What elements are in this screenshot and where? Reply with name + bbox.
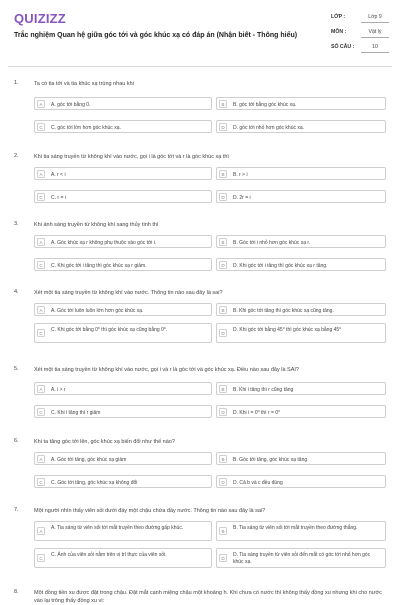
option-text: D. Tia sáng truyền từ viên sỏi đến mắt có góc tới nhỏ hơn góc khúc xạ. xyxy=(233,552,371,565)
option-letter: A xyxy=(37,306,45,314)
option-a[interactable] xyxy=(34,521,212,541)
question-number: 7. xyxy=(14,507,19,513)
option-b[interactable] xyxy=(216,167,386,180)
meta-label: LỚP : xyxy=(331,14,346,20)
option-letter: C xyxy=(37,261,45,269)
question-5 xyxy=(0,360,400,432)
option-text: C. r = i xyxy=(51,194,66,201)
option-letter: D xyxy=(219,123,227,131)
question-text: Khi ánh sáng truyền từ không khí sang thủy tinh thì xyxy=(34,222,159,228)
meta-label: MÔN : xyxy=(331,29,347,35)
option-text: B. Góc tới tăng, góc khúc xạ tăng xyxy=(233,456,308,463)
option-c[interactable] xyxy=(34,120,212,133)
meta-row-subject xyxy=(331,27,389,42)
option-letter: C xyxy=(37,554,45,562)
question-1 xyxy=(0,74,400,147)
option-letter: A xyxy=(37,100,45,108)
option-letter: D xyxy=(219,478,227,486)
header-divider xyxy=(8,66,392,67)
option-letter: C xyxy=(37,123,45,131)
option-letter: A xyxy=(37,455,45,463)
option-text: D. Khi i = 0⁰ thì r = 0⁰ xyxy=(233,409,281,416)
option-letter: B xyxy=(219,455,227,463)
question-text: Khi ta tăng góc tới lên, góc khúc xạ biến đổi như thế nào? xyxy=(34,439,175,445)
option-b[interactable] xyxy=(216,97,386,110)
worksheet-meta xyxy=(331,12,389,57)
question-8 xyxy=(0,583,400,604)
question-text: Một người nhìn thấy viên sỏi dưới đáy một chậu chứa đầy nước. Thông tin nào sau đây là sai? xyxy=(34,508,266,514)
option-text: D. Khi góc tới i tăng thì góc khúc xạ r tăng. xyxy=(233,262,328,269)
option-text: B. r > i xyxy=(233,171,248,178)
option-a[interactable] xyxy=(34,97,212,110)
meta-value: Vật lý xyxy=(361,29,389,38)
question-number: 2. xyxy=(14,153,19,159)
option-letter: A xyxy=(37,238,45,246)
meta-value: Lớp 9 xyxy=(361,14,389,23)
question-text: Xét một tia sáng truyền từ không khí vào nước, gọi i và r là góc tới và góc khúc xạ. Điều nào sau đây là SAI? xyxy=(34,367,299,373)
question-text: Ta có tia tới và tia khúc xạ trùng nhau khi xyxy=(34,81,134,87)
option-d[interactable] xyxy=(216,120,386,133)
question-number: 3. xyxy=(14,221,19,227)
option-text: B. Khi i tăng thì r cũng tăng xyxy=(233,386,294,393)
option-text: B. Góc tới i nhỏ hơn góc khúc xạ r. xyxy=(233,239,311,246)
question-7 xyxy=(0,501,400,583)
meta-label: SỐ CÂU : xyxy=(331,44,355,50)
question-text: Khi tia sáng truyền từ không khí vào nước, gọi i là góc tới và r là góc khúc xạ thì xyxy=(34,154,229,160)
option-letter: C xyxy=(37,408,45,416)
question-list xyxy=(0,74,400,604)
option-a[interactable] xyxy=(34,235,212,248)
option-c[interactable] xyxy=(34,323,212,343)
option-text: B. Khi góc tới tăng thì góc khúc xạ cũng tăng. xyxy=(233,307,334,314)
option-d[interactable] xyxy=(216,258,386,271)
option-letter: B xyxy=(219,385,227,393)
option-text: B. Tia sáng từ viên sỏi tới mắt truyền theo đường thẳng. xyxy=(233,525,358,531)
option-text: C. góc tới lớn hơn góc khúc xạ. xyxy=(51,124,121,131)
option-letter: A xyxy=(37,170,45,178)
worksheet-header xyxy=(0,0,400,64)
page-title: Trắc nghiệm Quan hệ giữa góc tới và góc khúc xạ có đáp án (Nhận biết - Thông hiểu) xyxy=(14,32,298,39)
option-d[interactable] xyxy=(216,548,386,568)
option-text: A. Góc tới luôn luôn lớn hơn góc khúc xạ. xyxy=(51,307,144,314)
option-letter: C xyxy=(37,193,45,201)
option-text: A. i > r xyxy=(51,386,66,393)
option-c[interactable] xyxy=(34,548,212,568)
option-letter: B xyxy=(219,527,227,535)
option-letter: C xyxy=(37,478,45,486)
option-letter: B xyxy=(219,306,227,314)
option-text: A. Tia sáng từ viên sỏi tới mắt truyền theo đường gấp khúc. xyxy=(51,525,184,531)
option-b[interactable] xyxy=(216,521,386,541)
option-text: B. góc tới bằng góc khúc xạ. xyxy=(233,101,297,108)
option-d[interactable] xyxy=(216,323,386,343)
question-text: Một đồng tiền xu được đặt trong chậu. Đặt mắt cạnh miệng chậu một khoảng h. Khi chưa có nước thì không thấy đồng xu nhưng khi cho nước vào lại trông thấy đồng xu vì: xyxy=(34,590,382,604)
option-text: D. Khi góc tới bằng 45⁰ thì góc khúc xạ bằng 45⁰ xyxy=(233,327,342,333)
option-c[interactable] xyxy=(34,258,212,271)
option-letter: D xyxy=(219,329,227,337)
option-letter: D xyxy=(219,261,227,269)
option-letter: A xyxy=(37,527,45,535)
option-text: A. góc tới bằng 0. xyxy=(51,101,91,108)
option-a[interactable] xyxy=(34,382,212,395)
option-a[interactable] xyxy=(34,303,212,316)
option-b[interactable] xyxy=(216,382,386,395)
question-2 xyxy=(0,147,400,215)
option-letter: B xyxy=(219,170,227,178)
question-number: 6. xyxy=(14,438,19,444)
option-text: C. Góc tới tăng, góc khúc xạ không đổi xyxy=(51,479,138,486)
option-d[interactable] xyxy=(216,405,386,418)
question-number: 1. xyxy=(14,80,19,86)
option-b[interactable] xyxy=(216,235,386,248)
question-4 xyxy=(0,283,400,360)
option-text: C. Khi i tăng thì r giảm xyxy=(51,409,101,416)
option-b[interactable] xyxy=(216,452,386,465)
option-letter: C xyxy=(37,329,45,337)
option-letter: B xyxy=(219,100,227,108)
option-text: D. 2r = i xyxy=(233,194,251,201)
option-letter: A xyxy=(37,385,45,393)
question-3 xyxy=(0,215,400,283)
option-letter: D xyxy=(219,193,227,201)
meta-value: 10 xyxy=(361,44,389,53)
quizizz-logo: QUIZIZZ xyxy=(14,11,66,26)
option-text: D. góc tới nhỏ hơn góc khúc xạ. xyxy=(233,124,305,131)
option-text: C. Khi góc tới i tăng thì góc khúc xạ r giảm. xyxy=(51,262,147,269)
option-b[interactable] xyxy=(216,303,386,316)
option-c[interactable] xyxy=(34,405,212,418)
option-a[interactable] xyxy=(34,452,212,465)
option-a[interactable] xyxy=(34,167,212,180)
option-text: A. r < i xyxy=(51,171,66,178)
question-number: 8. xyxy=(14,589,19,595)
meta-row-question-count xyxy=(331,42,389,57)
option-c[interactable] xyxy=(34,475,212,488)
meta-row-class xyxy=(331,12,389,27)
option-text: C. Khi góc tới bằng 0⁰ thì góc khúc xạ cũng bằng 0⁰. xyxy=(51,327,168,333)
option-d[interactable] xyxy=(216,475,386,488)
question-number: 5. xyxy=(14,366,19,372)
option-text: A. Góc tới tăng, góc khúc xạ giảm xyxy=(51,456,127,463)
option-text: C. Ảnh của viên sỏi nằm trên vị trí thực của viên sỏi. xyxy=(51,552,167,558)
question-number: 4. xyxy=(14,289,19,295)
option-text: A. Góc khúc xạ r không phụ thuộc vào góc tới i. xyxy=(51,239,157,246)
option-d[interactable] xyxy=(216,190,386,203)
option-letter: D xyxy=(219,408,227,416)
option-c[interactable] xyxy=(34,190,212,203)
option-letter: B xyxy=(219,238,227,246)
question-6 xyxy=(0,432,400,501)
option-letter: D xyxy=(219,554,227,562)
option-text: D. Cả b và c đều đúng xyxy=(233,479,283,486)
question-text: Xét một tia sáng truyền từ không khí vào nước. Thông tin nào sau đây là sai? xyxy=(34,290,223,296)
